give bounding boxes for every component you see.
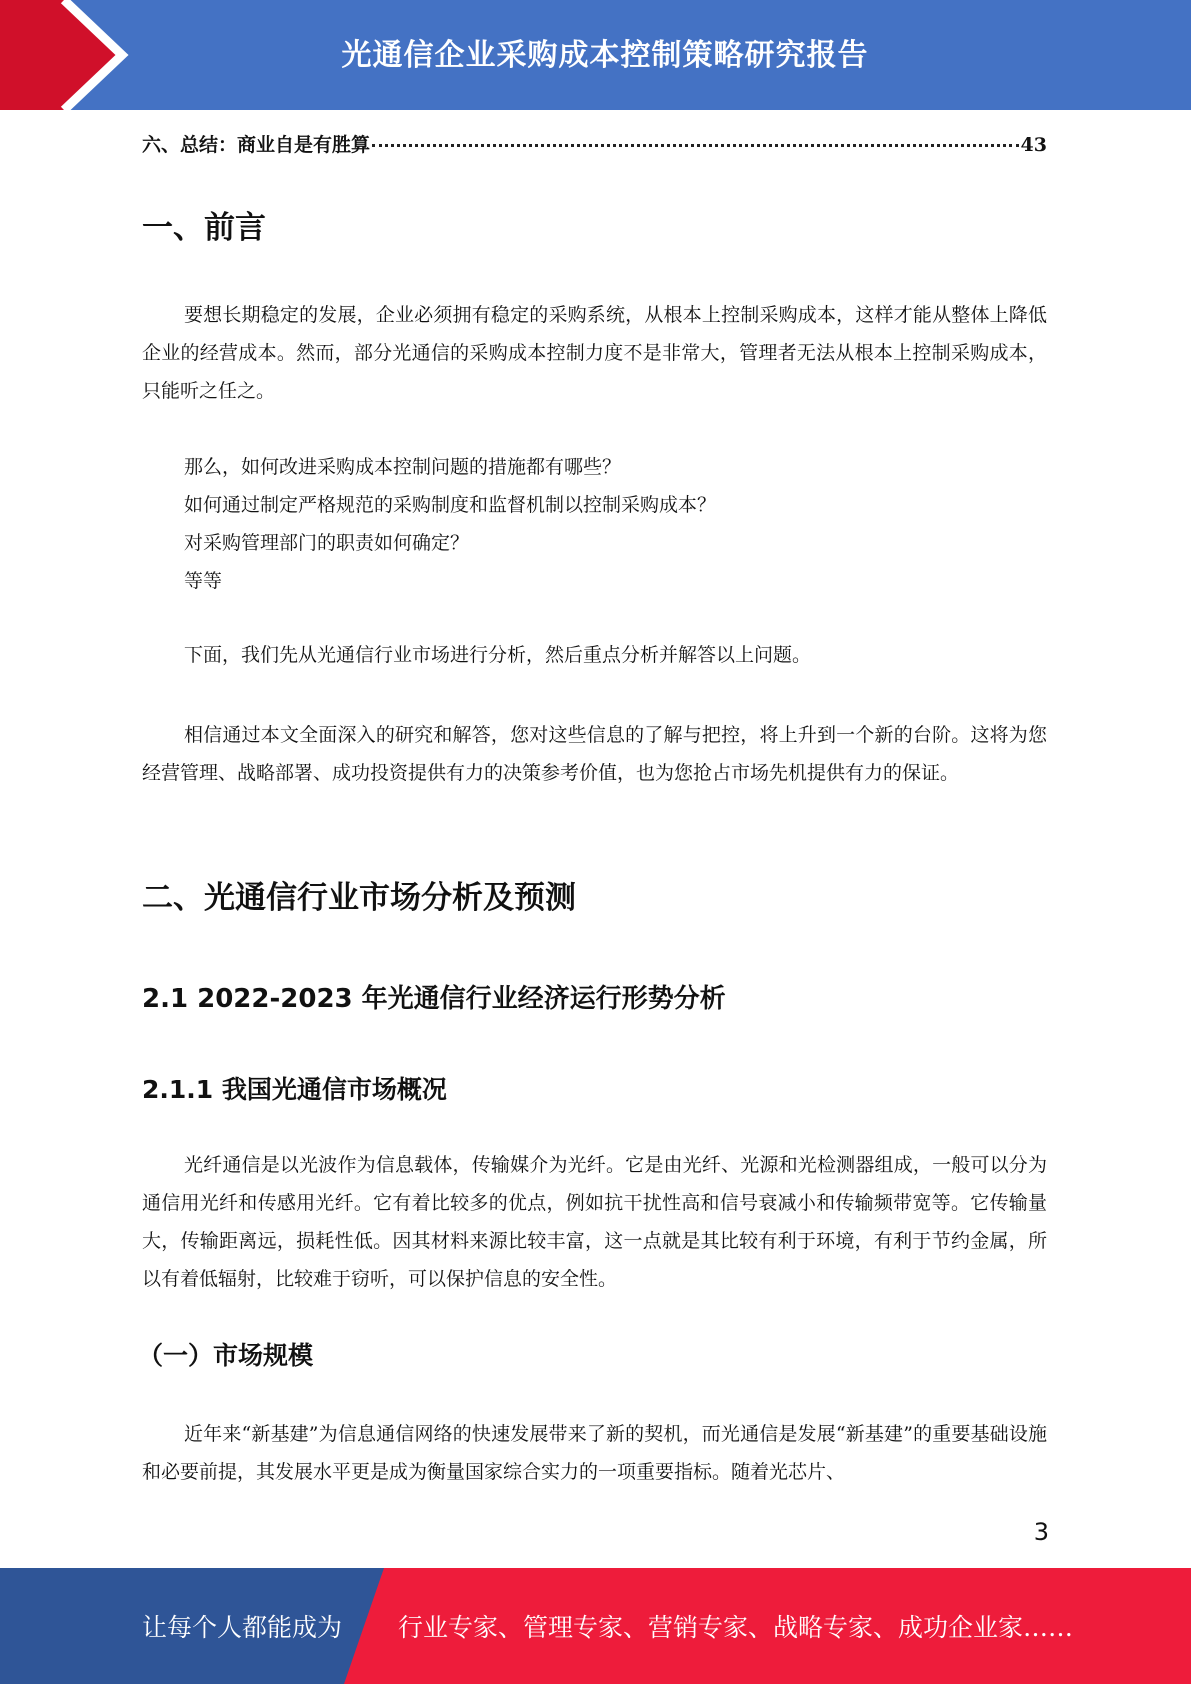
header-arrow-decoration <box>0 0 150 110</box>
subsection-heading-2-1: 2.1 2022-2023 年光通信行业经济运行形势分析 <box>142 984 726 1014</box>
preface-paragraph-1: 要想长期稳定的发展，企业必须拥有稳定的采购系统，从根本上控制采购成本，这样才能从整体上降低企业的经营成本。然而，部分光通信的采购成本控制力度不是非常大，管理者无法从根本上控制采购成本，只能听之任之。 <box>142 304 1047 402</box>
footer-banner <box>0 1568 1191 1684</box>
section-heading-preface: 一、前言 <box>142 210 266 246</box>
toc-entry-label: 六、总结：商业自是有胜算 <box>142 134 371 156</box>
preface-paragraph-2: 下面，我们先从光通信行业市场进行分析，然后重点分析并解答以上问题。 <box>184 644 812 666</box>
page-number: 3 <box>1033 1518 1049 1546</box>
market-scale-paragraph: 近年来“新基建”为信息通信网络的快速发展带来了新的契机，而光通信是发展“新基建”的重要基础设施和必要前提，其发展水平更是成为衡量国家综合实力的一项重要指标。随着光芯片、 <box>142 1423 1047 1483</box>
market-overview-paragraph: 光纤通信是以光波作为信息载体，传输媒介为光纤。它是由光纤、光源和光检测器组成，一般可以分为通信用光纤和传感用光纤。它有着比较多的优点，例如抗干扰性高和信号衰减小和传输频带宽等。它传输量大，传输距离远，损耗性低。因其材料来源比较丰富，这一点就是其比较有利于环境，有利于节约金属，所以有着低辐射，比较难于窃听，可以保护信息的安全性。 <box>142 1154 1047 1290</box>
toc-entry[interactable] <box>142 130 1047 158</box>
section-heading-market: 二、光通信行业市场分析及预测 <box>142 880 576 916</box>
question-2: 如何通过制定严格规范的采购制度和监督机制以控制采购成本？ <box>184 494 717 516</box>
preface-paragraph-3: 相信通过本文全面深入的研究和解答，您对这些信息的了解与把控，将上升到一个新的台阶。这将为您经营管理、战略部署、成功投资提供有力的决策参考价值，也为您抢占市场先机提供有力的保证。 <box>142 724 1047 784</box>
market-scale-heading: （一）市场规模 <box>138 1341 314 1370</box>
toc-leader-dots <box>372 144 1019 147</box>
subsection-heading-2-1-1: 2.1.1 我国光通信市场概况 <box>142 1075 447 1104</box>
question-etc: 等等 <box>184 570 223 592</box>
question-1: 那么，如何改进采购成本控制问题的措施都有哪些？ <box>184 456 622 478</box>
footer-slogan-left: 让每个人都能成为 <box>142 1613 343 1642</box>
report-title: 光通信企业采购成本控制策略研究报告 <box>341 38 869 73</box>
question-3: 对采购管理部门的职责如何确定？ <box>184 532 470 554</box>
footer-slogan-right: 行业专家、管理专家、营销专家、战略专家、成功企业家…… <box>398 1613 1074 1642</box>
toc-page-number: 43 <box>1020 134 1047 156</box>
